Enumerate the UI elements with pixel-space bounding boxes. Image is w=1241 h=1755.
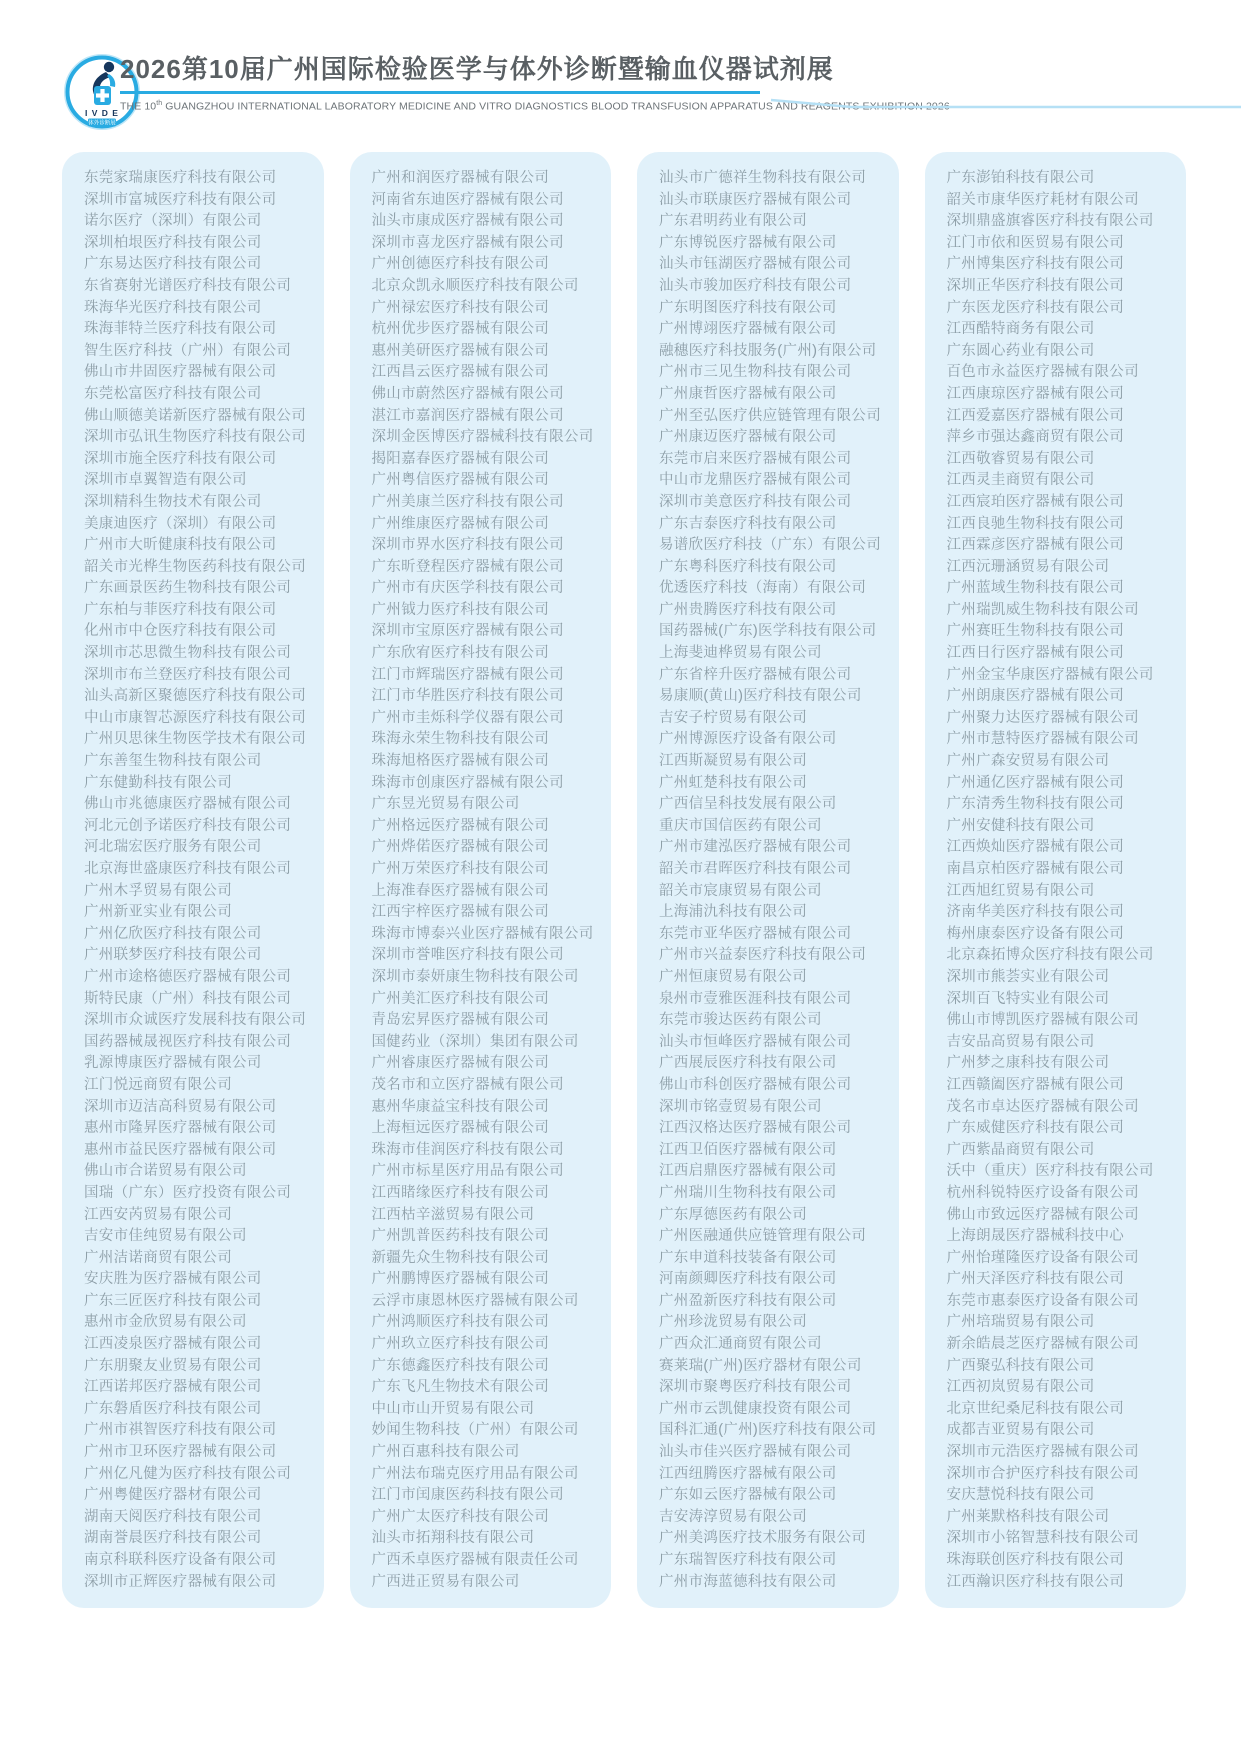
company-item: 青岛宏昇医疗器械有限公司 (371, 1012, 550, 1029)
company-item: 广东明图医疗科技有限公司 (659, 299, 837, 316)
company-item: 国科汇通(广州)医疗科技有限公司 (659, 1422, 877, 1439)
company-item: 上海准春医疗器械有限公司 (371, 882, 550, 899)
company-item: 广州鸿顺医疗科技有限公司 (371, 1314, 550, 1331)
company-item: 广州聚力达医疗器械有限公司 (946, 709, 1139, 726)
company-item: 斯特民康（广州）科技有限公司 (84, 990, 292, 1007)
company-item: 广东粤科医疗科技有限公司 (659, 558, 837, 575)
company-item: 深圳柏垠医疗科技有限公司 (84, 234, 262, 251)
company-item: 深圳鼎盛旗睿医疗科技有限公司 (946, 213, 1154, 230)
company-item: 深圳市卓翼智造有限公司 (84, 472, 247, 489)
company-item: 江西宇梓医疗器械有限公司 (371, 904, 550, 921)
company-item: 深圳市宝原医疗器械有限公司 (371, 623, 564, 640)
company-item: 广州市大昕健康科技有限公司 (84, 537, 277, 554)
company-item: 美康迪医疗（深圳）有限公司 (84, 515, 277, 532)
company-item: 深圳精科生物技术有限公司 (84, 493, 262, 510)
page-header (62, 48, 1241, 144)
company-item: 中山市山开贸易有限公司 (371, 1400, 535, 1417)
company-item: 杭州科锐特医疗设备有限公司 (946, 1184, 1139, 1201)
company-item: 广东省梓升医疗器械有限公司 (659, 666, 852, 683)
company-item: 惠州美研医疗器械有限公司 (371, 342, 550, 359)
company-item: 江西昌云医疗器械有限公司 (371, 364, 550, 381)
company-item: 佛山市合诺贸易有限公司 (84, 1163, 247, 1180)
company-item: 广东磐盾医疗科技有限公司 (84, 1400, 262, 1417)
company-item: 广东昱光贸易有限公司 (371, 796, 520, 813)
company-item: 广州市云凯健康投资有限公司 (659, 1400, 852, 1417)
company-item: 国药器械晟视医疗科技有限公司 (84, 1033, 292, 1050)
company-item: 广州市圭烁科学仪器有限公司 (371, 709, 564, 726)
company-item: 易谱欣医疗科技（广东）有限公司 (659, 537, 881, 554)
company-item: 广东昕登程医疗器械有限公司 (371, 558, 564, 575)
company-item: 吉安子柠贸易有限公司 (659, 709, 807, 726)
company-item: 韶关市康华医疗耗材有限公司 (946, 191, 1139, 208)
company-item: 融穗医疗科技服务(广州)有限公司 (659, 342, 877, 359)
company-item: 吉安市佳纯贸易有限公司 (84, 1228, 247, 1245)
company-item: 惠州华康益宝科技有限公司 (371, 1098, 550, 1115)
company-item: 广州新亚实业有限公司 (84, 904, 232, 921)
company-item: 广州瑞凯威生物科技有限公司 (946, 601, 1139, 618)
company-item: 广西展辰医疗科技有限公司 (659, 1055, 837, 1072)
company-item: 萍乡市强达鑫商贸有限公司 (946, 429, 1125, 446)
company-item: 广东德鑫医疗科技有限公司 (371, 1357, 550, 1374)
company-item: 汕头市佳兴医疗器械有限公司 (659, 1444, 852, 1461)
exhibitor-panel-2 (350, 152, 612, 1608)
page-subtitle (120, 100, 950, 113)
company-item: 新疆先众生物科技有限公司 (371, 1249, 550, 1266)
company-item: 江西启鼎医疗器械有限公司 (659, 1163, 837, 1180)
company-item: 广州美汇医疗科技有限公司 (371, 990, 550, 1007)
company-item: 深圳市元浩医疗器械有限公司 (946, 1444, 1139, 1461)
company-item: 安庆胜为医疗器械有限公司 (84, 1271, 262, 1288)
company-item: 广州蓝域生物科技有限公司 (946, 580, 1125, 597)
company-item: 江西灵圭商贸有限公司 (946, 472, 1095, 489)
company-item: 广州培瑞贸易有限公司 (946, 1314, 1095, 1331)
company-item: 江西安芮贸易有限公司 (84, 1206, 232, 1223)
company-item: 江西霖彦医疗器械有限公司 (946, 537, 1125, 554)
company-item: 广州市海蓝德科技有限公司 (659, 1573, 837, 1590)
company-item: 广州玖立医疗科技有限公司 (371, 1336, 550, 1353)
company-item: 广州恒康贸易有限公司 (659, 968, 807, 985)
company-item: 广州怡瑾隆医疗设备有限公司 (946, 1249, 1139, 1266)
company-item: 广州金宝华康医疗器械有限公司 (946, 666, 1154, 683)
company-item: 广州贵腾医疗科技有限公司 (659, 601, 837, 618)
company-item: 东省赛射光谱医疗科技有限公司 (84, 277, 292, 294)
company-item: 汕头市联康医疗器械有限公司 (659, 191, 852, 208)
company-item: 佛山市兆德康医疗器械有限公司 (84, 796, 292, 813)
company-item: 广州木孚贸易有限公司 (84, 882, 232, 899)
company-item: 吉安涛淳贸易有限公司 (659, 1508, 807, 1525)
company-item: 广东清秀生物科技有限公司 (946, 796, 1125, 813)
company-item: 北京世纪桑尼科技有限公司 (946, 1400, 1125, 1417)
company-item: 江西爱嘉医疗器械有限公司 (946, 407, 1125, 424)
company-item: 广州和润医疗器械有限公司 (371, 170, 550, 186)
company-item: 佛山顺德美诺新医疗器械有限公司 (84, 407, 306, 424)
company-item: 佛山市井固医疗器械有限公司 (84, 364, 277, 381)
company-item: 广东柏与菲医疗科技有限公司 (84, 601, 277, 618)
title-block (120, 54, 950, 113)
company-item: 南京科联科医疗设备有限公司 (84, 1552, 277, 1568)
company-item: 江门悦远商贸有限公司 (84, 1076, 232, 1093)
company-item: 珠海华光医疗科技有限公司 (84, 299, 262, 316)
company-item: 广州通亿医疗器械有限公司 (946, 774, 1125, 791)
company-item: 成都吉亚贸易有限公司 (946, 1422, 1095, 1439)
company-item: 深圳市合护医疗科技有限公司 (946, 1465, 1139, 1482)
company-item: 广州梦之康科技有限公司 (946, 1055, 1110, 1072)
company-item: 广州创德医疗科技有限公司 (371, 256, 550, 273)
company-item: 深圳市喜龙医疗器械有限公司 (371, 234, 564, 251)
title-underline (120, 91, 760, 94)
company-item: 东莞市亚华医疗器械有限公司 (659, 925, 852, 942)
company-item: 广州市兴益泰医疗科技有限公司 (659, 947, 867, 964)
company-item: 广东圆心药业有限公司 (946, 342, 1095, 359)
company-item: 云浮市康恩林医疗器械有限公司 (371, 1292, 579, 1309)
company-item: 广东厚德医药有限公司 (659, 1206, 807, 1223)
company-item: 广州市建泓医疗器械有限公司 (659, 839, 852, 856)
company-item: 北京众凯永顺医疗科技有限公司 (371, 277, 579, 294)
company-item: 江门市依和医贸易有限公司 (946, 234, 1125, 251)
company-item: 广东君明药业有限公司 (659, 213, 807, 230)
company-item: 汕头市广德祥生物科技有限公司 (659, 170, 867, 186)
company-item: 深圳市界水医疗科技有限公司 (371, 537, 564, 554)
company-item: 易康顺(黄山)医疗科技有限公司 (659, 688, 862, 705)
company-item: 广州广太医疗科技有限公司 (371, 1508, 550, 1525)
company-item: 茂名市卓达医疗器械有限公司 (946, 1098, 1139, 1115)
company-item: 珠海市创康医疗器械有限公司 (371, 774, 564, 791)
company-item: 广州赛旺生物科技有限公司 (946, 623, 1125, 640)
company-item: 汕头市恒峰医疗器械有限公司 (659, 1033, 852, 1050)
company-item: 广东医龙医疗科技有限公司 (946, 299, 1125, 316)
company-item: 汕头市骏加医疗科技有限公司 (659, 277, 852, 294)
company-item: 百色市永益医疗器械有限公司 (946, 364, 1139, 381)
company-item: 广州鹏博医疗器械有限公司 (371, 1271, 550, 1288)
company-item: 广州市卫环医疗器械有限公司 (84, 1444, 277, 1461)
company-item: 广州亿欣医疗科技有限公司 (84, 925, 262, 942)
company-item: 东莞市惠泰医疗设备有限公司 (946, 1292, 1139, 1309)
company-item: 广州维康医疗器械有限公司 (371, 515, 550, 532)
company-item: 河南颜卿医疗科技有限公司 (659, 1271, 837, 1288)
company-item: 东莞松富医疗科技有限公司 (84, 385, 262, 402)
company-item: 广西进正贸易有限公司 (371, 1573, 520, 1590)
company-item: 江门市辉瑞医疗器械有限公司 (371, 666, 564, 683)
company-item: 广西紫晶商贸有限公司 (946, 1141, 1095, 1158)
company-item: 广州联梦医疗科技有限公司 (84, 947, 262, 964)
company-item: 珠海菲特兰医疗科技有限公司 (84, 321, 277, 338)
company-item: 广州天泽医疗科技有限公司 (946, 1271, 1125, 1288)
company-item: 广州博源医疗设备有限公司 (659, 731, 837, 748)
company-item: 湖南誉晨医疗科技有限公司 (84, 1530, 262, 1547)
company-item: 广东善玺生物科技有限公司 (84, 753, 262, 770)
company-item: 广州瑞川生物科技有限公司 (659, 1184, 837, 1201)
company-item: 国健药业（深圳）集团有限公司 (371, 1033, 579, 1050)
company-item: 广州贝思徕生物医学技术有限公司 (84, 731, 306, 748)
company-item: 广东画景医药生物科技有限公司 (84, 580, 292, 597)
company-item: 广州格远医疗器械有限公司 (371, 817, 550, 834)
company-item: 乳源博康医疗器械有限公司 (84, 1055, 262, 1072)
company-item: 深圳市熊荟实业有限公司 (946, 968, 1110, 985)
company-item: 广东博锐医疗器械有限公司 (659, 234, 837, 251)
company-item: 中山市康智芯源医疗科技有限公司 (84, 709, 306, 726)
company-item: 珠海旭格医疗器械有限公司 (371, 753, 550, 770)
company-item: 吉安品高贸易有限公司 (946, 1033, 1095, 1050)
company-item: 北京海世盛康医疗科技有限公司 (84, 861, 292, 877)
company-item: 中山市龙鼎医疗器械有限公司 (659, 472, 852, 489)
company-item: 湖南天阅医疗科技有限公司 (84, 1508, 262, 1525)
company-item: 赛莱瑞(广州)医疗器材有限公司 (659, 1357, 862, 1374)
company-item: 江西康琼医疗器械有限公司 (946, 385, 1125, 402)
company-item: 广东易达医疗科技有限公司 (84, 256, 262, 273)
company-item: 江西赣阖医疗器械有限公司 (946, 1076, 1125, 1093)
company-item: 泉州市壹雅医涯科技有限公司 (659, 990, 852, 1007)
company-item: 江西诺邦医疗器械有限公司 (84, 1379, 262, 1396)
company-item: 深圳市迈洁高科贸易有限公司 (84, 1098, 277, 1115)
company-item: 佛山市蔚然医疗器械有限公司 (371, 385, 564, 402)
company-item: 深圳百飞特实业有限公司 (946, 990, 1110, 1007)
subtitle-prefix: THE 10 (120, 100, 157, 113)
company-item: 广州亿凡健为医疗科技有限公司 (84, 1465, 292, 1482)
company-item: 广州虹楚科技有限公司 (659, 774, 807, 791)
company-item: 诺尔医疗（深圳）有限公司 (84, 213, 262, 230)
company-item: 江西宸珀医疗器械有限公司 (946, 493, 1125, 510)
company-item: 广州至弘医疗供应链管理有限公司 (659, 407, 881, 424)
company-item: 广州市标星医疗用品有限公司 (371, 1163, 564, 1180)
company-item: 上海浦氿科技有限公司 (659, 904, 807, 921)
company-item: 上海桓远医疗器械有限公司 (371, 1120, 550, 1137)
company-item: 深圳市布兰登医疗科技有限公司 (84, 666, 292, 683)
company-item: 湛江市嘉润医疗器械有限公司 (371, 407, 564, 424)
company-item: 广州市途格德医疗器械有限公司 (84, 968, 292, 985)
company-item: 重庆市国信医药有限公司 (659, 817, 822, 834)
company-item: 广东威健医疗科技有限公司 (946, 1120, 1125, 1137)
company-item: 安庆慧悦科技有限公司 (946, 1487, 1095, 1504)
company-item: 广州市有庆医学科技有限公司 (371, 580, 564, 597)
company-item: 惠州市金欣贸易有限公司 (84, 1314, 247, 1331)
company-item: 惠州市益民医疗器械有限公司 (84, 1141, 277, 1158)
company-item: 珠海市佳润医疗科技有限公司 (371, 1141, 564, 1158)
company-item: 广州盈新医疗科技有限公司 (659, 1292, 837, 1309)
company-item: 广州广森安贸易有限公司 (946, 753, 1110, 770)
company-item: 佛山市科创医疗器械有限公司 (659, 1076, 852, 1093)
company-item: 广东如云医疗器械有限公司 (659, 1487, 837, 1504)
company-item: 东莞市骏达医药有限公司 (659, 1012, 822, 1029)
company-item: 广州美鸿医疗技术服务有限公司 (659, 1530, 867, 1547)
company-item: 广西禾卓医疗器械有限责任公司 (371, 1552, 579, 1568)
company-item: 广东澎铂科技有限公司 (946, 170, 1095, 186)
company-item: 江西焕灿医疗器械有限公司 (946, 839, 1125, 856)
company-item: 广东朋聚友业贸易有限公司 (84, 1357, 262, 1374)
company-item: 广州市祺智医疗科技有限公司 (84, 1422, 277, 1439)
company-item: 广州凯普医药科技有限公司 (371, 1228, 550, 1245)
company-item: 广州粤健医疗器材有限公司 (84, 1487, 262, 1504)
company-item: 韶关市光桦生物医药科技有限公司 (84, 558, 306, 575)
company-item: 珠海永荣生物科技有限公司 (371, 731, 550, 748)
company-item: 广州睿康医疗器械有限公司 (371, 1055, 550, 1072)
company-item: 汕头市拓翔科技有限公司 (371, 1530, 535, 1547)
company-item: 江西斯凝贸易有限公司 (659, 753, 807, 770)
company-item: 上海斐迪桦贸易有限公司 (659, 645, 822, 662)
company-item: 江西良驰生物科技有限公司 (946, 515, 1125, 532)
company-item: 江西瀚识医疗科技有限公司 (946, 1573, 1125, 1590)
company-item: 东莞家瑞康医疗科技有限公司 (84, 170, 277, 186)
company-item: 河南省东迪医疗器械有限公司 (371, 191, 564, 208)
logo-tagline: 体外诊断展 (88, 120, 116, 127)
company-item: 广州康迈医疗器械有限公司 (659, 429, 837, 446)
exhibitor-panel-4 (925, 152, 1187, 1608)
company-item: 广州市慧特医疗器械有限公司 (946, 731, 1139, 748)
company-item: 上海朗晟医疗器械科技中心 (946, 1228, 1125, 1245)
company-item: 化州市中仓医疗科技有限公司 (84, 623, 277, 640)
company-item: 广东三匠医疗科技有限公司 (84, 1292, 262, 1309)
company-item: 广州美康兰医疗科技有限公司 (371, 493, 564, 510)
company-item: 广东瑞智医疗科技有限公司 (659, 1552, 837, 1568)
company-item: 珠海市博泰兴业医疗器械有限公司 (371, 925, 594, 942)
company-item: 河北瑞宏医疗服务有限公司 (84, 839, 262, 856)
company-item: 韶关市君晖医疗科技有限公司 (659, 861, 852, 877)
exhibitor-panel-1 (62, 152, 324, 1608)
company-item: 广东欣宥医疗科技有限公司 (371, 645, 550, 662)
company-item: 广州钺力医疗科技有限公司 (371, 601, 550, 618)
company-item: 江西敬睿贸易有限公司 (946, 450, 1095, 467)
company-item: 智生医疗科技（广州）有限公司 (84, 342, 292, 359)
company-item: 南昌京柏医疗器械有限公司 (946, 861, 1125, 877)
company-item: 国瑞（广东）医疗投资有限公司 (84, 1184, 292, 1201)
company-item: 韶关市宸康贸易有限公司 (659, 882, 822, 899)
company-item: 江门市华胜医疗科技有限公司 (371, 688, 564, 705)
company-item: 广州博翊医疗器械有限公司 (659, 321, 837, 338)
subtitle-superscript: th (156, 100, 163, 107)
company-item: 江西汉格达医疗器械有限公司 (659, 1120, 852, 1137)
company-item: 广西信呈科技发展有限公司 (659, 796, 837, 813)
company-item: 广州医融通供应链管理有限公司 (659, 1228, 867, 1245)
company-item: 江西纽腾医疗器械有限公司 (659, 1465, 837, 1482)
company-item: 杭州优步医疗器械有限公司 (371, 321, 550, 338)
company-item: 妙闻生物科技（广州）有限公司 (371, 1422, 579, 1439)
company-item: 汕头高新区聚德医疗科技有限公司 (84, 688, 306, 705)
company-item: 揭阳嘉春医疗器械有限公司 (371, 450, 550, 467)
company-item: 广州粤信医疗器械有限公司 (371, 472, 550, 489)
company-item: 江西枯辛滋贸易有限公司 (371, 1206, 535, 1223)
company-item: 汕头市康成医疗器械有限公司 (371, 213, 564, 230)
company-item: 深圳正华医疗科技有限公司 (946, 277, 1125, 294)
page-title: 2026第10届广州国际检验医学与体外诊断暨输血仪器试剂展 (120, 54, 834, 84)
company-item: 广西聚弘科技有限公司 (946, 1357, 1095, 1374)
company-item: 广州洁诺商贸有限公司 (84, 1249, 232, 1266)
company-item: 新余皓晨芝医疗器械有限公司 (946, 1336, 1139, 1353)
company-item: 济南华美医疗科技有限公司 (946, 904, 1125, 921)
company-item: 江西日行医疗器械有限公司 (946, 645, 1125, 662)
company-item: 江门市闰康医药科技有限公司 (371, 1487, 564, 1504)
company-item: 深圳市小铭智慧科技有限公司 (946, 1530, 1139, 1547)
company-item: 江西沅珊涵贸易有限公司 (946, 558, 1110, 575)
company-item: 深圳市铭壹贸易有限公司 (659, 1098, 822, 1115)
company-item: 深圳市美意医疗科技有限公司 (659, 493, 852, 510)
company-item: 广州安健科技有限公司 (946, 817, 1095, 834)
company-item: 惠州市隆昇医疗器械有限公司 (84, 1120, 277, 1137)
company-item: 广东申道科技装备有限公司 (659, 1249, 837, 1266)
company-item: 优透医疗科技（海南）有限公司 (659, 580, 867, 597)
company-item: 广东健勤科技有限公司 (84, 774, 232, 791)
company-item: 江西初岚贸易有限公司 (946, 1379, 1095, 1396)
company-item: 广西众汇通商贸有限公司 (659, 1336, 822, 1353)
company-item: 江西凌泉医疗器械有限公司 (84, 1336, 262, 1353)
company-item: 广州康哲医疗器械有限公司 (659, 385, 837, 402)
company-item: 深圳市聚粤医疗科技有限公司 (659, 1379, 852, 1396)
company-item: 广州万荣医疗科技有限公司 (371, 861, 550, 877)
company-item: 沃中（重庆）医疗科技有限公司 (946, 1163, 1154, 1180)
company-item: 佛山市致远医疗器械有限公司 (946, 1206, 1139, 1223)
company-item: 河北元创予诺医疗科技有限公司 (84, 817, 292, 834)
company-item: 广州朗康医疗器械有限公司 (946, 688, 1125, 705)
company-item: 深圳金医博医疗器械科技有限公司 (371, 429, 594, 446)
company-item: 珠海联创医疗科技有限公司 (946, 1552, 1125, 1568)
company-item: 广东飞凡生物技术有限公司 (371, 1379, 550, 1396)
company-item: 广州博集医疗科技有限公司 (946, 256, 1125, 273)
company-item: 广东吉泰医疗科技有限公司 (659, 515, 837, 532)
company-item: 汕头市钰湖医疗器械有限公司 (659, 256, 852, 273)
exhibitor-columns (62, 152, 1186, 1608)
company-item: 深圳市誉唯医疗科技有限公司 (371, 947, 564, 964)
company-item: 深圳市泰妍康生物科技有限公司 (371, 968, 579, 985)
company-item: 广州烨偌医疗器械有限公司 (371, 839, 550, 856)
company-item: 东莞市启来医疗器械有限公司 (659, 450, 852, 467)
company-item: 广州百惠科技有限公司 (371, 1444, 520, 1461)
company-item: 深圳市正辉医疗器械有限公司 (84, 1573, 277, 1590)
company-item: 深圳市弘讯生物医疗科技有限公司 (84, 429, 306, 446)
logo-acronym: I V D E (85, 108, 119, 118)
company-item: 江西睹缘医疗科技有限公司 (371, 1184, 550, 1201)
company-item: 广州法布瑞克医疗用品有限公司 (371, 1465, 579, 1482)
company-item: 深圳市富城医疗科技有限公司 (84, 191, 277, 208)
company-item: 佛山市博凯医疗器械有限公司 (946, 1012, 1139, 1029)
company-item: 广州禄宏医疗科技有限公司 (371, 299, 550, 316)
company-item: 北京森拓博众医疗科技有限公司 (946, 947, 1154, 964)
company-item: 江西酷特商务有限公司 (946, 321, 1095, 338)
company-item: 深圳市众诚医疗发展科技有限公司 (84, 1012, 306, 1029)
company-item: 江西卫佰医疗器械有限公司 (659, 1141, 837, 1158)
company-item: 深圳市施全医疗科技有限公司 (84, 450, 277, 467)
company-item: 广州珍泷贸易有限公司 (659, 1314, 807, 1331)
company-item: 深圳市芯思微生物科技有限公司 (84, 645, 292, 662)
subtitle-rest: GUANGZHOU INTERNATIONAL LABORATORY MEDICINE AND VITRO DIAGNOSTICS BLOOD TRANSFUSION APPARATUS AND REAGENTS EXHIBITION 2026 (162, 100, 950, 113)
company-item: 广州莱默格科技有限公司 (946, 1508, 1110, 1525)
company-item: 梅州康泰医疗设备有限公司 (946, 925, 1125, 942)
company-item: 茂名市和立医疗器械有限公司 (371, 1076, 564, 1093)
company-item: 江西旭红贸易有限公司 (946, 882, 1095, 899)
company-item: 国药器械(广东)医学科技有限公司 (659, 623, 877, 640)
exhibitor-panel-3 (637, 152, 899, 1608)
company-item: 广州市三见生物科技有限公司 (659, 364, 852, 381)
